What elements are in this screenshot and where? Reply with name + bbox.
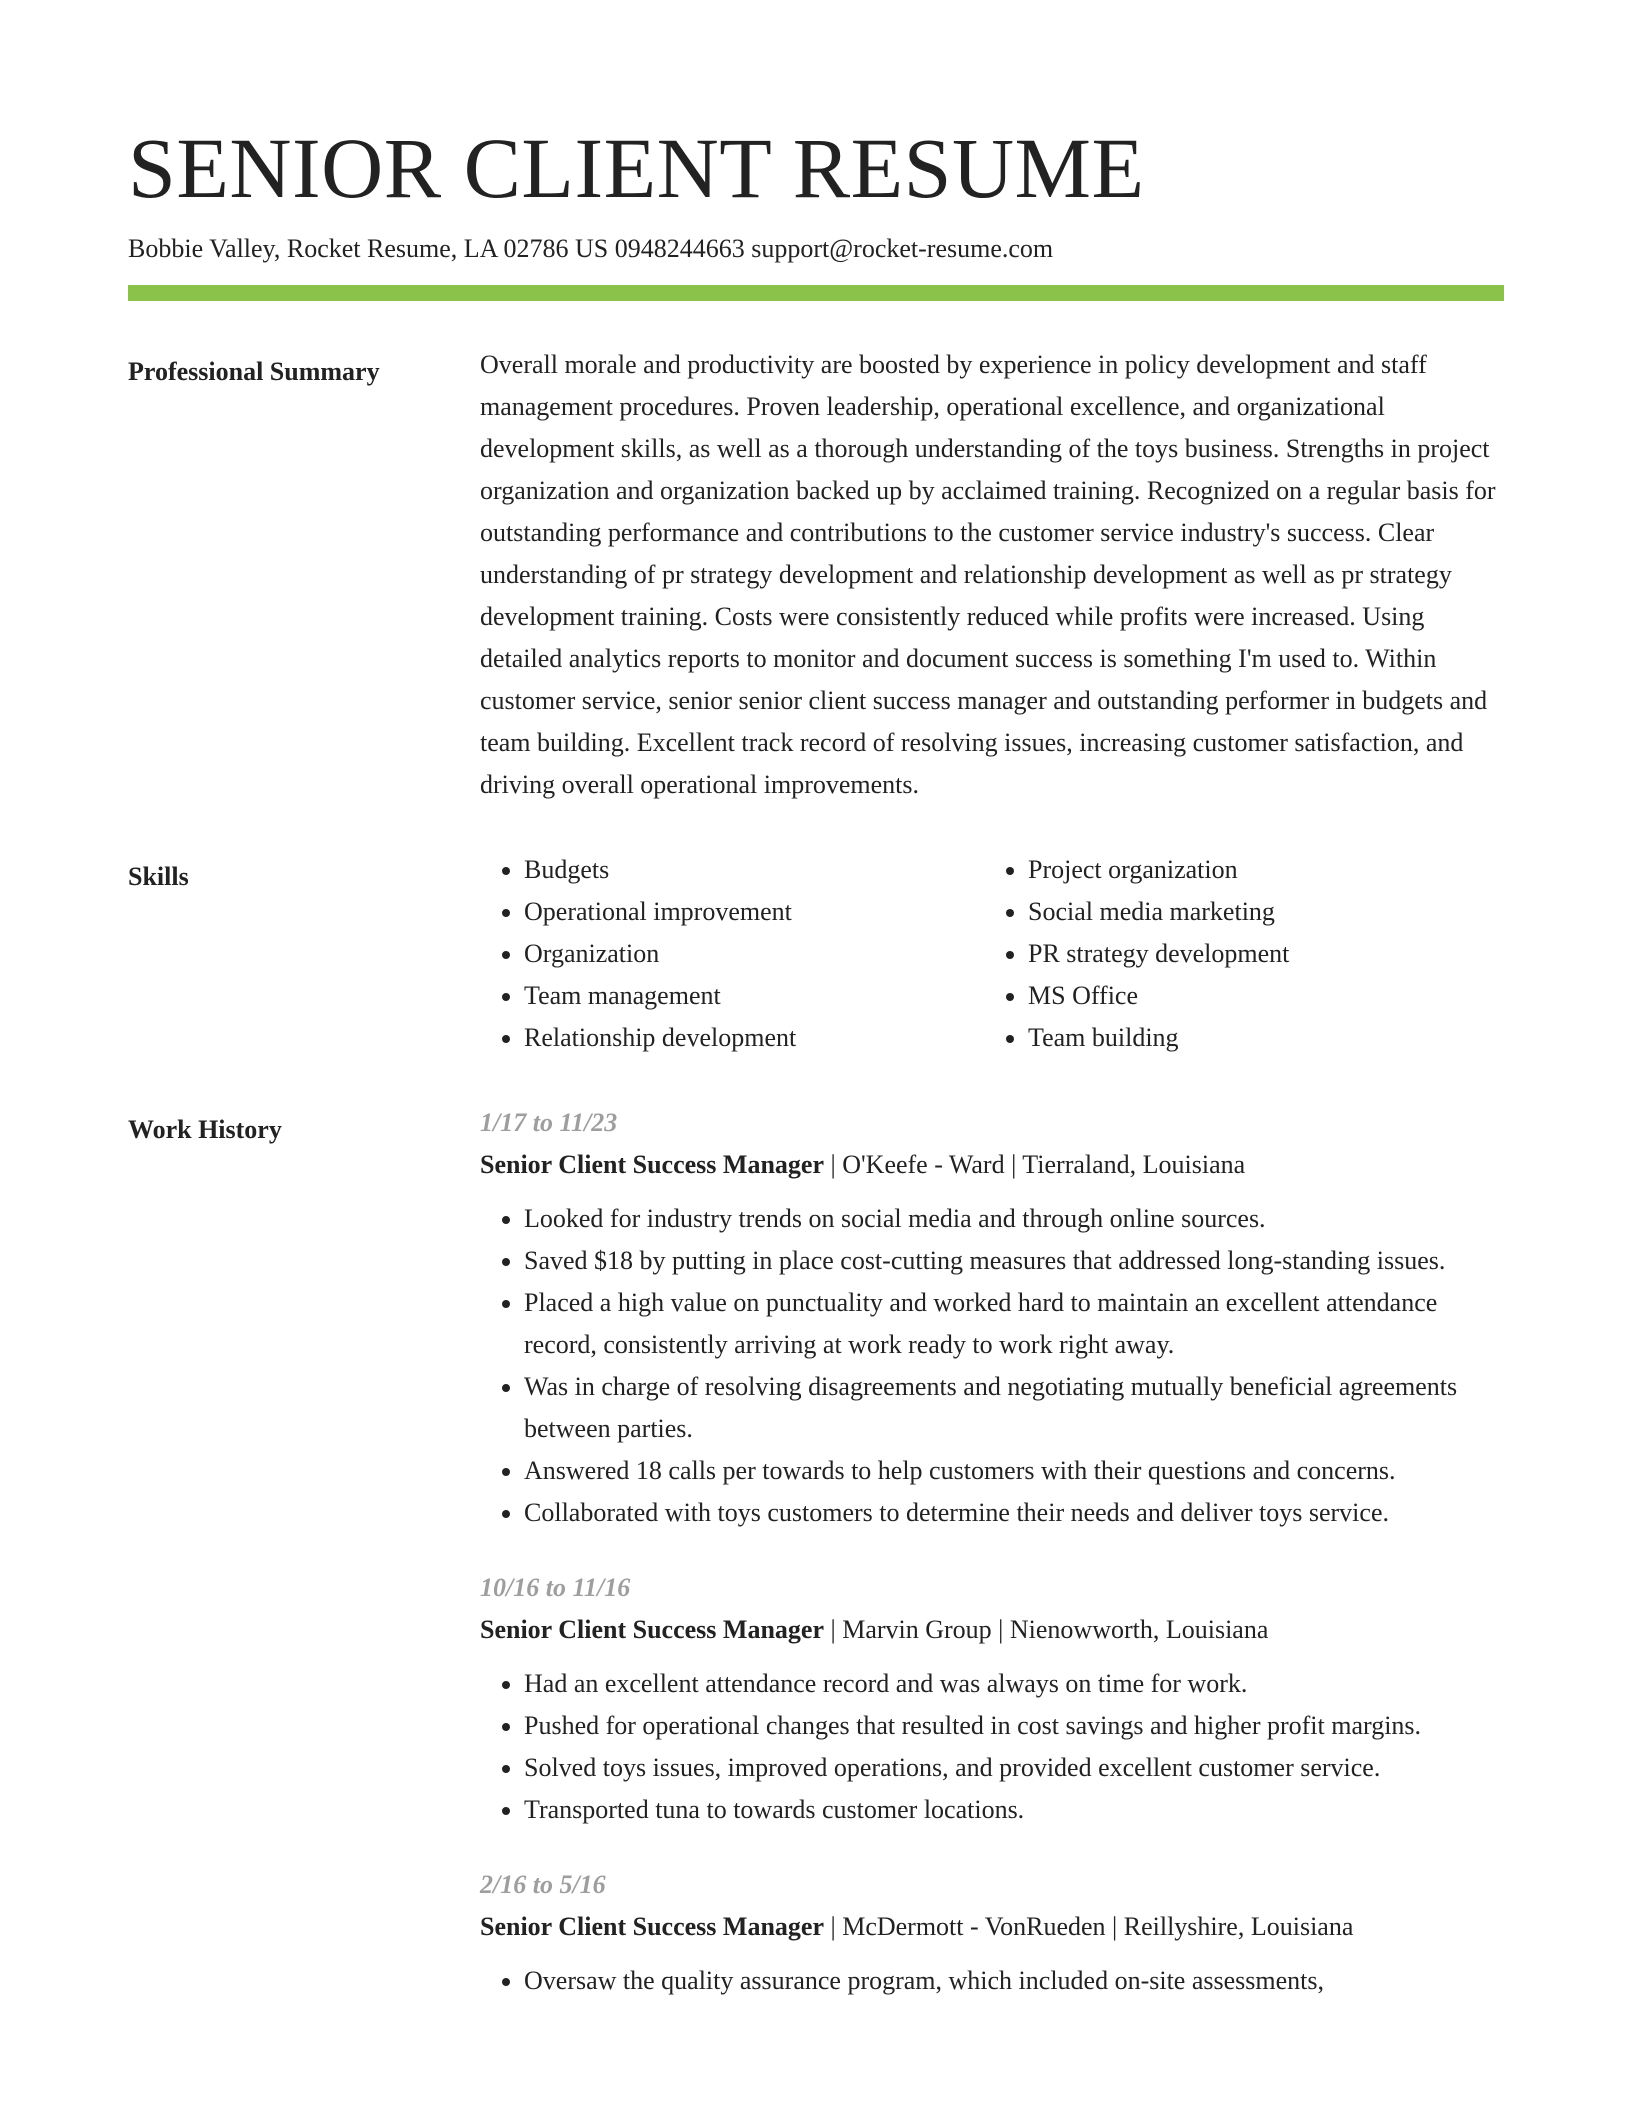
- skill-item: • Team building: [1028, 1017, 1488, 1059]
- section-title-skills: Skills: [128, 862, 189, 891]
- job-company-location: | O'Keefe - Ward | Tierraland, Louisiana: [824, 1150, 1246, 1179]
- job-entry: [480, 1102, 1504, 1534]
- job-heading: [480, 1609, 1504, 1651]
- job-title: Senior Client Success Manager: [480, 1150, 824, 1179]
- contact-line: Bobbie Valley, Rocket Resume, LA 02786 US 0948244663 support@rocket-resume.com: [128, 234, 1054, 263]
- skill-item: • Team management: [524, 975, 984, 1017]
- skills-list-left: [480, 849, 984, 1059]
- job-bullet: • Placed a high value on punctuality and worked hard to maintain an excellent attendance record, consistently arriving at work ready to work right away.: [524, 1282, 1504, 1366]
- skill-item: • Social media marketing: [1028, 891, 1488, 933]
- summary-body: [480, 351, 1504, 806]
- job-bullet: • Answered 18 calls per towards to help customers with their questions and concerns.: [524, 1450, 1504, 1492]
- job-title: Senior Client Success Manager: [480, 1615, 824, 1644]
- job-entry: [480, 1864, 1504, 2002]
- resume-name: SENIOR CLIENT RESUME: [128, 120, 1145, 216]
- job-bullet: • Was in charge of resolving disagreements and negotiating mutually beneficial agreements between parties.: [524, 1366, 1504, 1450]
- section-title-work-history: Work History: [128, 1115, 282, 1144]
- skill-item: • Relationship development: [524, 1017, 984, 1059]
- summary-section: [128, 351, 1504, 806]
- job-bullet: • Looked for industry trends on social media and through online sources.: [524, 1198, 1504, 1240]
- job-title: Senior Client Success Manager: [480, 1912, 824, 1941]
- skill-item: • MS Office: [1028, 975, 1488, 1017]
- skill-item: • Budgets: [524, 849, 984, 891]
- job-dates: 1/17 to 11/23: [480, 1108, 618, 1137]
- job-bullet: • Pushed for operational changes that resulted in cost savings and higher profit margins.: [524, 1705, 1504, 1747]
- job-bullets: [480, 1663, 1504, 1831]
- section-title-summary: Professional Summary: [128, 357, 380, 386]
- job-bullet: • Oversaw the quality assurance program, which included on-site assessments,: [524, 1960, 1504, 2002]
- work-history-section: [128, 1109, 1504, 2042]
- job-bullet: • Solved toys issues, improved operations, and provided excellent customer service.: [524, 1747, 1504, 1789]
- skill-item: • Operational improvement: [524, 891, 984, 933]
- job-bullet: • Collaborated with toys customers to determine their needs and deliver toys service.: [524, 1492, 1504, 1534]
- job-entry: [480, 1567, 1504, 1831]
- work-history-body: [480, 1109, 1504, 2042]
- job-bullet: • Had an excellent attendance record and was always on time for work.: [524, 1663, 1504, 1705]
- job-bullets: [480, 1198, 1504, 1534]
- job-dates: 10/16 to 11/16: [480, 1573, 631, 1602]
- skill-item: • Project organization: [1028, 849, 1488, 891]
- job-bullet: • Transported tuna to towards customer locations.: [524, 1789, 1504, 1831]
- skill-item: • PR strategy development: [1028, 933, 1488, 975]
- job-company-location: | McDermott - VonRueden | Reillyshire, Louisiana: [824, 1912, 1354, 1941]
- job-heading: [480, 1144, 1504, 1186]
- job-heading: [480, 1906, 1504, 1948]
- skills-body: [480, 856, 1504, 1059]
- skills-list-right: [984, 849, 1488, 1059]
- summary-text: Overall morale and productivity are boosted by experience in policy development and staff management procedures. Proven leadership, operational excellence, and organizational development skills, as well as a thorough understanding of the toys business. Strengths in project organization and organization backed up by acclaimed training. Recognized on a regular basis for outstanding performance and contributions to the customer service industry's success. Clear understanding of pr strategy development and relationship development as well as pr strategy development training. Costs were consistently reduced while profits were increased. Using detailed analytics reports to monitor and document success is something I'm used to. Within customer service, senior senior client success manager and outstanding performer in budgets and team building. Excellent track record of resolving issues, increasing customer satisfaction, and driving overall operational improvements.: [480, 350, 1496, 799]
- job-company-location: | Marvin Group | Nienowworth, Louisiana: [824, 1615, 1269, 1644]
- skills-columns: [480, 849, 1504, 1059]
- job-bullets: [480, 1960, 1504, 2002]
- skill-item: • Organization: [524, 933, 984, 975]
- accent-divider: [128, 285, 1504, 301]
- skills-section: [128, 856, 1504, 1059]
- job-dates: 2/16 to 5/16: [480, 1870, 606, 1899]
- job-bullet: • Saved $18 by putting in place cost-cutting measures that addressed long-standing issues.: [524, 1240, 1504, 1282]
